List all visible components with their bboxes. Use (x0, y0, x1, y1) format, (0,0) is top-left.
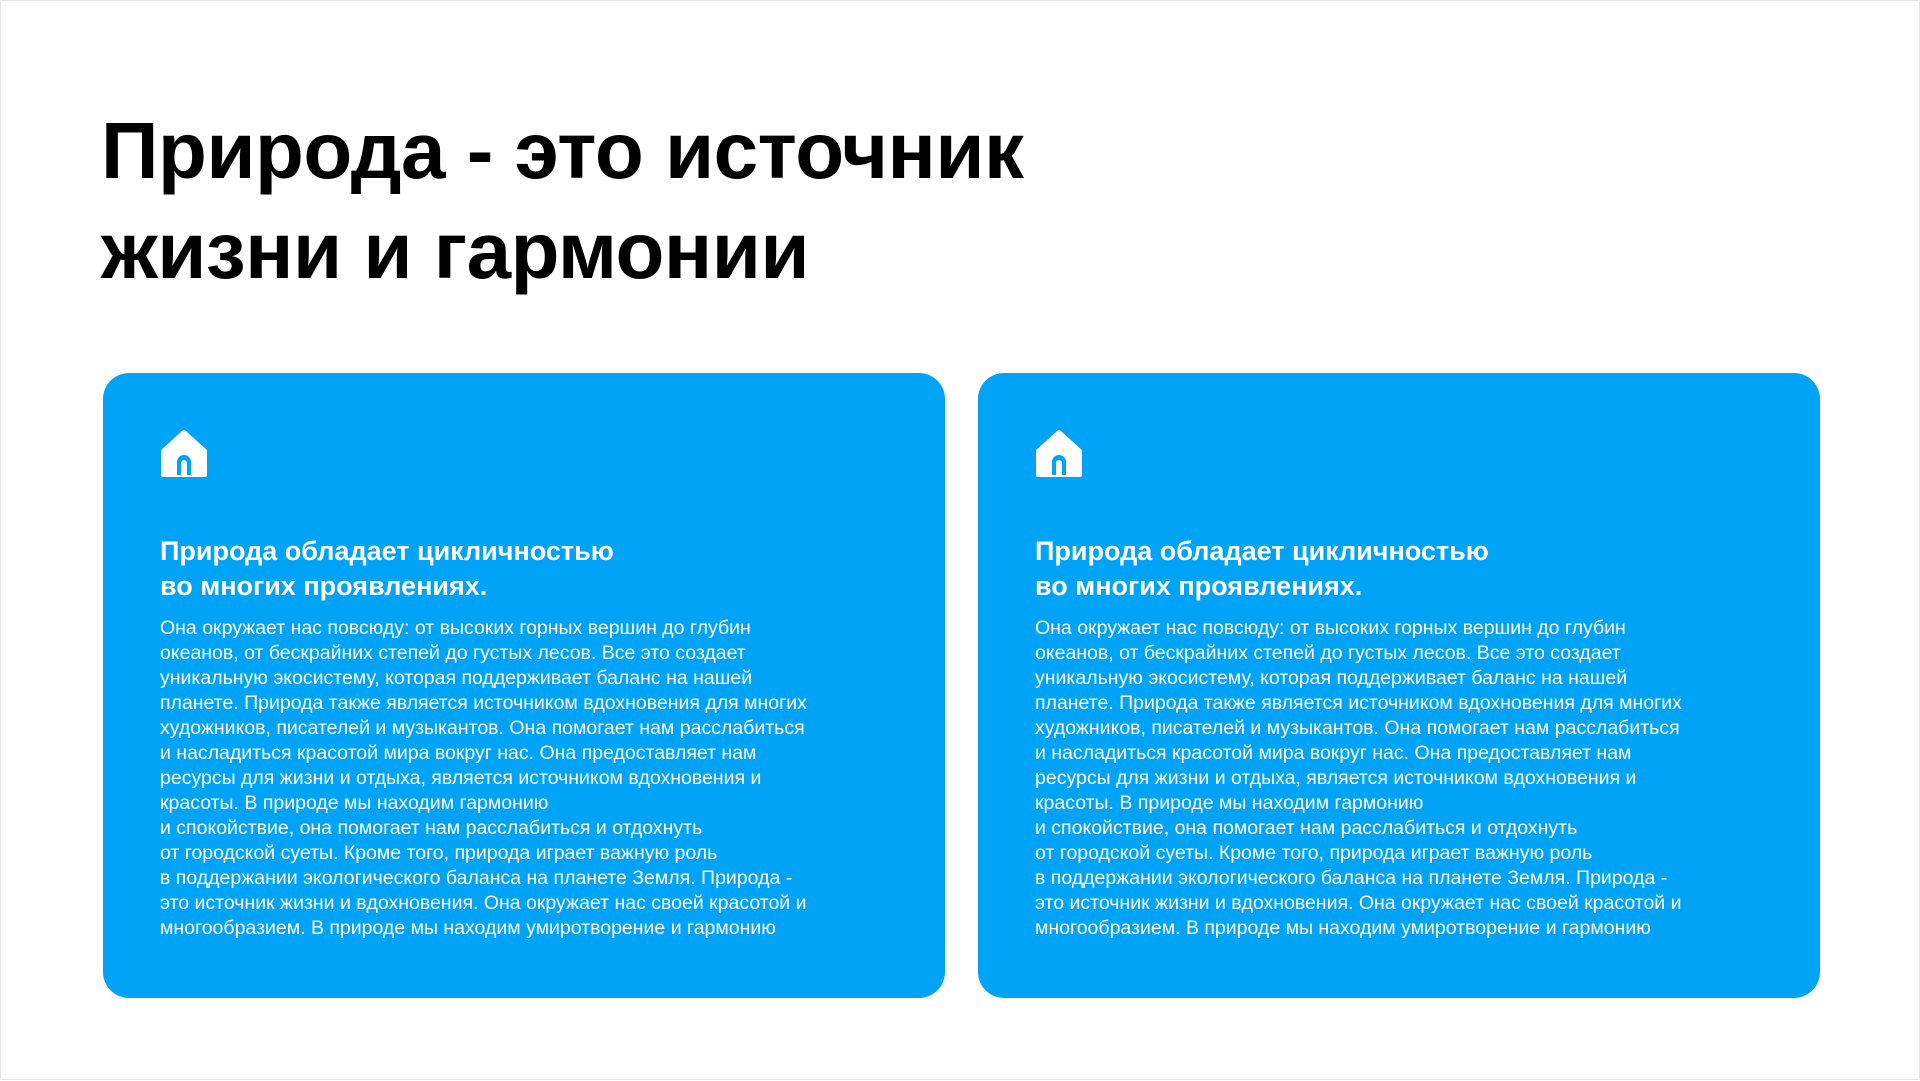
home-icon (160, 429, 208, 477)
info-card-left (103, 373, 945, 998)
slide-title: Природа - это источник жизни и гармонии (101, 106, 1024, 295)
home-icon (1035, 429, 1083, 477)
slide (1, 1, 1920, 1081)
card-body-text: Она окружает нас повсюду: от высоких горных вершин до глубин океанов, от бескрайних степей до густых лесов. Все это создает уникальную экосистему, которая поддерживает баланс на нашей планете. Природа также является источником вдохновения для многих художников, писателей и музыкантов. Она помогает нам расслабиться и насладиться красотой мира вокруг нас. Она предоставляет нам ресурсы для жизни и отдыха, является источником вдохновения и красоты. В природе мы находим гармонию и спокойствие, она помогает нам расслабиться и отдохнуть от городской суеты. Кроме того, природа играет важную роль в поддержании экологического баланса на планете Земля. Природа - это источник жизни и вдохновения. Она окружает нас своей красотой и многообразием. В природе мы находим умиротворение и гармонию (160, 617, 807, 939)
card-heading: Природа обладает цикличностью во многих проявлениях. (1035, 536, 1489, 601)
card-heading: Природа обладает цикличностью во многих проявлениях. (160, 536, 614, 601)
info-card-right (978, 373, 1820, 998)
card-body-text: Она окружает нас повсюду: от высоких горных вершин до глубин океанов, от бескрайних степей до густых лесов. Все это создает уникальную экосистему, которая поддерживает баланс на нашей планете. Природа также является источником вдохновения для многих художников, писателей и музыкантов. Она помогает нам расслабиться и насладиться красотой мира вокруг нас. Она предоставляет нам ресурсы для жизни и отдыха, является источником вдохновения и красоты. В природе мы находим гармонию и спокойствие, она помогает нам расслабиться и отдохнуть от городской суеты. Кроме того, природа играет важную роль в поддержании экологического баланса на планете Земля. Природа - это источник жизни и вдохновения. Она окружает нас своей красотой и многообразием. В природе мы находим умиротворение и гармонию (1035, 617, 1682, 939)
